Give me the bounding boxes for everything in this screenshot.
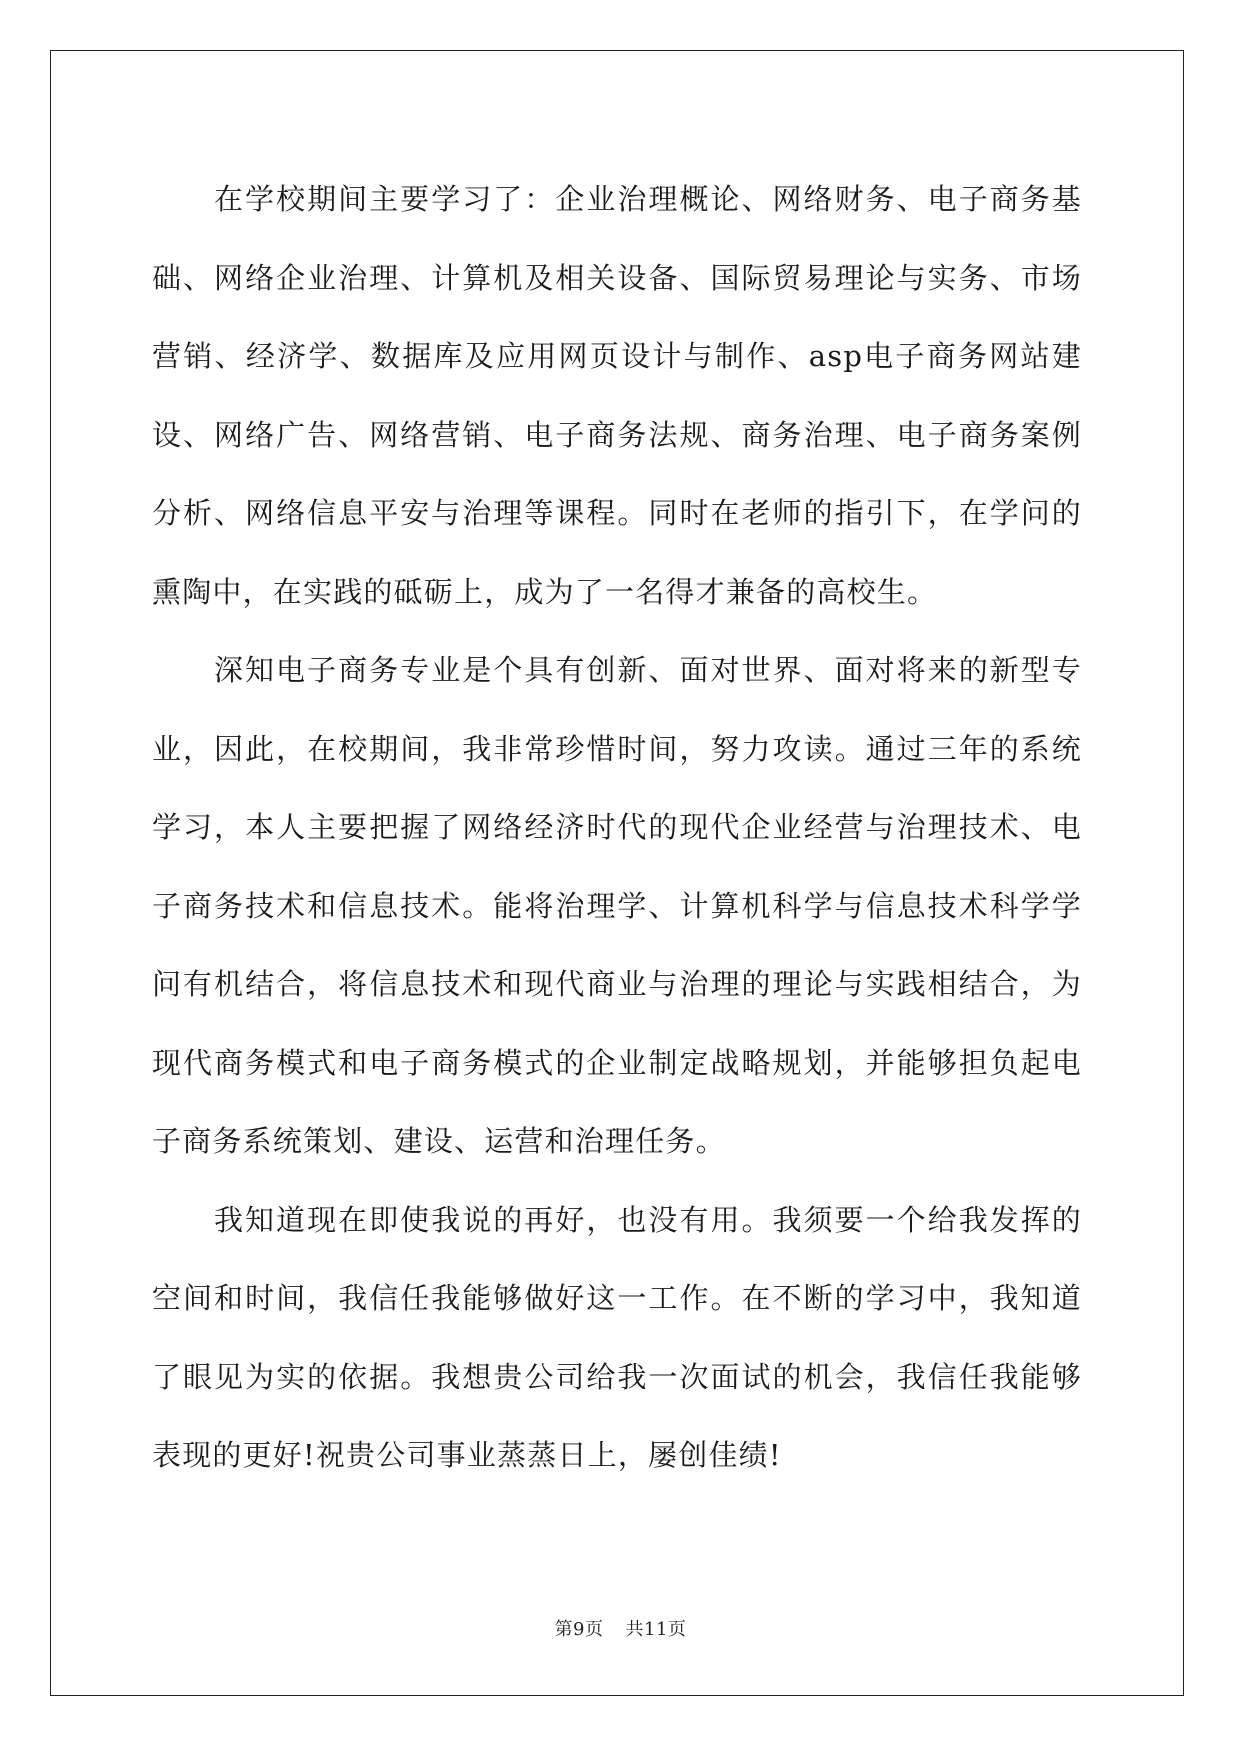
- paragraph: 在学校期间主要学习了：企业治理概论、网络财务、电子商务基础、网络企业治理、计算机及相关设备、国际贸易理论与实务、市场营销、经济学、数据库及应用网页设计与制作、asp电子商务网站建设、网络广告、网络营销、电子商务法规、商务治理、电子商务案例分析、网络信息平安与治理等课程。同时在老师的指引下，在学问的熏陶中，在实践的砥砺上，成为了一名得才兼备的高校生。: [152, 182, 1082, 609]
- page-number: 第9页: [554, 1619, 604, 1640]
- paragraph: 我知道现在即使我说的再好，也没有用。我须要一个给我发挥的空间和时间，我信任我能够做好这一工作。在不断的学习中，我知道了眼见为实的依据。我想贵公司给我一次面试的机会，我信任我能够表现的更好!祝贵公司事业蒸蒸日上，屡创佳绩!: [152, 1202, 1082, 1472]
- page-total: 共11页: [625, 1619, 687, 1640]
- paragraph: 深知电子商务专业是个具有创新、面对世界、面对将来的新型专业，因此，在校期间，我非常珍惜时间，努力攻读。通过三年的系统学习，本人主要把握了网络经济时代的现代企业经营与治理技术、电子商务技术和信息技术。能将治理学、计算机科学与信息技术科学学问有机结合，将信息技术和现代商业与治理的理论与实践相结合，为现代商务模式和电子商务模式的企业制定战略规划，并能够担负起电子商务系统策划、建设、运营和治理任务。: [152, 653, 1082, 1158]
- document-body: [152, 160, 1082, 1495]
- page-footer: [0, 1615, 1241, 1641]
